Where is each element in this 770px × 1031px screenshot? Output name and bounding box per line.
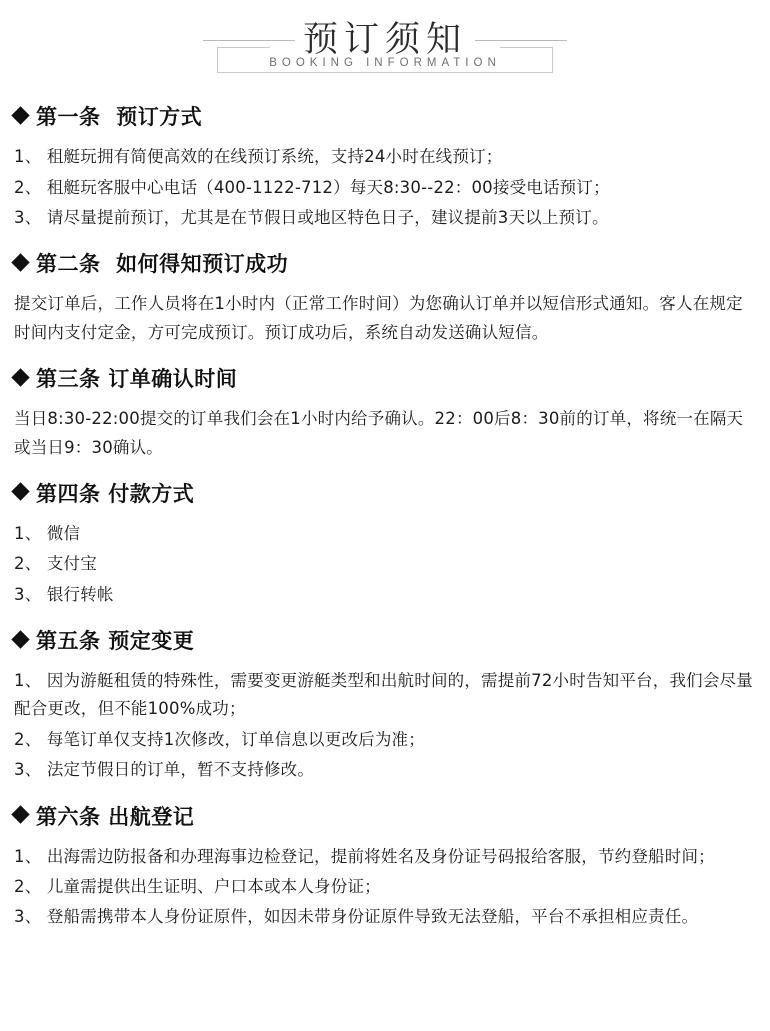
section-1-heading-text: 第一条 预订方式	[36, 105, 203, 130]
diamond-icon	[11, 630, 29, 648]
section-2-heading-text: 第二条 如何得知预订成功	[36, 252, 289, 277]
list-item: 2、 儿童需提供出生证明、户口本或本人身份证；	[14, 876, 381, 896]
section-1	[14, 101, 756, 232]
section-6-heading	[14, 801, 756, 831]
section-3-heading	[14, 363, 756, 393]
section-4-heading	[14, 478, 756, 508]
section-3-heading-text: 第三条 订单确认时间	[36, 367, 238, 392]
section-3	[14, 363, 756, 462]
diamond-icon	[11, 368, 29, 386]
document-header	[14, 14, 756, 85]
section-2-paragraph: 提交订单后，工作人员将在1小时内（正常工作时间）为您确认订单并以短信形式通知。客人在规定时间内支付定金，方可完成预订。预订成功后，系统自动发送确认短信。	[14, 294, 743, 342]
list-item: 1、 租艇玩拥有简便高效的在线预订系统，支持24小时在线预订；	[14, 147, 503, 167]
title-wrap	[217, 20, 553, 75]
section-5-heading-text: 第五条 预定变更	[36, 629, 195, 653]
list-item: 3、 登船需携带本人身份证原件，如因未带身份证原件导致无法登船，平台不承担相应责任。	[14, 907, 699, 927]
list-item: 1、 因为游艇租赁的特殊性，需要变更游艇类型和出航时间的，需提前72小时告知平台，我们会尽量配合更改，但不能100%成功；	[14, 671, 753, 719]
list-item: 2、 租艇玩客服中心电话（400-1122-712）每天8:30--22：00接受电话预订；	[14, 177, 610, 197]
diamond-icon	[11, 253, 29, 271]
section-4-heading-text: 第四条 付款方式	[36, 481, 195, 506]
list-item: 3、 法定节假日的订单，暂不支持修改。	[14, 760, 315, 780]
section-6-list	[14, 843, 756, 932]
diamond-icon	[11, 805, 29, 823]
section-5-heading	[14, 625, 756, 655]
list-item: 1、 出海需边防报备和办理海事边检登记，提前将姓名及身份证号码报给客服，节约登船时间；	[14, 846, 715, 866]
list-item: 3、 银行转帐	[14, 584, 114, 604]
section-5-list	[14, 667, 756, 785]
section-4	[14, 478, 756, 609]
section-6-heading-text: 第六条 出航登记	[36, 804, 195, 829]
section-1-heading	[14, 101, 756, 131]
subtitle-frame	[217, 47, 553, 73]
section-6	[14, 801, 756, 932]
list-item: 2、 支付宝	[14, 554, 97, 574]
section-3-paragraph: 当日8:30-22:00提交的订单我们会在1小时内给予确认。22：00后8：30前的订单，将统一在隔天或当日9：30确认。	[14, 409, 744, 457]
list-item: 3、 请尽量提前预订，尤其是在节假日或地区特色日子，建议提前3天以上预订。	[14, 208, 609, 227]
list-item: 1、 微信	[14, 523, 81, 543]
diamond-icon	[11, 106, 29, 124]
page-title: 预订须知	[289, 20, 481, 60]
diamond-icon	[11, 483, 29, 501]
section-2-heading	[14, 248, 756, 278]
section-5	[14, 625, 756, 785]
section-2	[14, 248, 756, 347]
page-subtitle: BOOKING INFORMATION	[269, 57, 501, 70]
section-1-list	[14, 143, 756, 232]
list-item: 2、 每笔订单仅支持1次修改，订单信息以更改后为准；	[14, 729, 425, 749]
section-4-list	[14, 520, 756, 609]
